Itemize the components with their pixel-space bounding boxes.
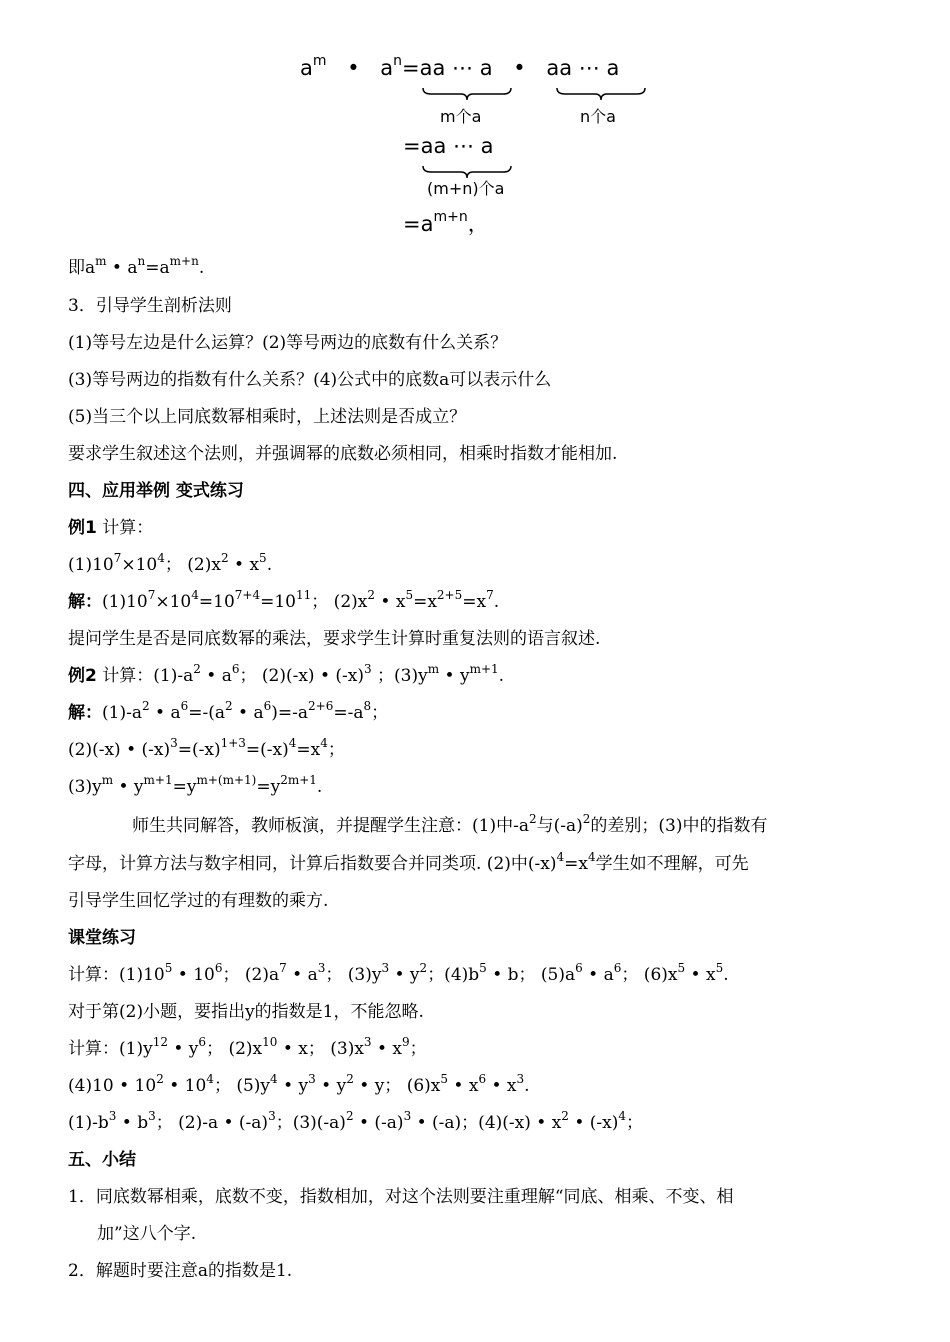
text-run: . <box>524 1076 530 1096</box>
group: =aa ⋯ a <box>403 134 494 158</box>
text-run: • y； (6)x <box>353 1076 441 1096</box>
brace-label-2: n个a <box>580 107 616 126</box>
summary-line-1b: 加”这八个字. <box>97 1224 197 1244</box>
text-run: (1)-a <box>102 703 142 723</box>
section-heading-4: 四、应用举例 变式练习 <box>68 481 244 501</box>
exponent: 4 <box>206 1072 214 1086</box>
text-run: ×10 <box>155 592 192 612</box>
text-run: 计算： <box>96 518 154 538</box>
text-run: • x <box>448 1076 479 1096</box>
exponent: 5 <box>440 1072 449 1086</box>
exponent: 4 <box>556 850 565 864</box>
exponent: 7 <box>279 961 287 975</box>
text-run: • x <box>685 965 716 985</box>
exponent: 5 <box>715 961 724 975</box>
text-run: • x <box>371 1039 402 1059</box>
underbrace-1 <box>421 86 513 102</box>
conclusion-line <box>68 256 204 280</box>
text-run: • 10 <box>163 1076 207 1096</box>
brace-label-1: m个a <box>440 107 482 126</box>
text-run: • y <box>439 666 470 686</box>
text-run: 字母，计算方法与数字相同，计算后指数要合并同类项. (2)中(-x) <box>68 854 557 874</box>
exponent: 2 <box>367 588 375 602</box>
dot: • <box>347 56 360 80</box>
text-run: . <box>723 965 729 985</box>
example-2-solution-2 <box>68 738 345 762</box>
exponent: 5 <box>164 961 173 975</box>
text-run: (1)10 <box>102 592 148 612</box>
text-run: • y <box>277 1076 309 1096</box>
text-run: • x <box>375 592 406 612</box>
text-run: =x <box>564 854 588 874</box>
text-run: . <box>498 666 505 686</box>
practice-line-3 <box>68 1074 530 1098</box>
exponent: 7 <box>486 588 494 602</box>
text-run: • y <box>389 965 420 985</box>
exponent: 2 <box>225 699 233 713</box>
text-run: 计算：(1)10 <box>68 965 165 985</box>
exponent: n <box>393 53 403 69</box>
exponent: 7+4 <box>234 588 261 602</box>
text-run: • x <box>228 555 260 575</box>
text-run: . <box>266 555 273 575</box>
exponent: 3 <box>403 1109 412 1123</box>
exponent: 2 <box>345 1109 354 1123</box>
text-run: =y <box>172 777 197 797</box>
exponent: 2+6 <box>308 699 334 713</box>
underbrace-2 <box>555 86 647 102</box>
exponent: 8 <box>363 699 372 713</box>
text-run: ；(3)y <box>371 666 428 686</box>
exponent: 6 <box>478 1072 487 1086</box>
practice-line-2 <box>68 1037 427 1061</box>
example-2-problems <box>68 664 504 688</box>
section-heading-5: 五、小结 <box>68 1150 136 1170</box>
text-run: 的差别；(3)中的指数有 <box>590 816 768 836</box>
exponent: 3 <box>308 1072 316 1086</box>
exponent: 2 <box>346 1072 354 1086</box>
example-label: 例1 <box>68 518 97 538</box>
exponent: 1+3 <box>220 736 246 750</box>
text-run: • a <box>232 703 264 723</box>
text-run: ； <box>409 1039 427 1059</box>
text-run: (1)-b <box>68 1113 109 1133</box>
text-run: . <box>198 258 205 278</box>
text-run: • (-a) <box>353 1113 404 1133</box>
practice-line-4 <box>68 1111 643 1135</box>
solution-label: 解： <box>68 592 102 612</box>
exponent: 4 <box>587 850 596 864</box>
group: aa ⋯ a <box>546 56 620 80</box>
example-1-solution <box>68 590 499 614</box>
text-run: 计算：(1)y <box>68 1039 153 1059</box>
exponent: 3 <box>108 1109 117 1123</box>
text-run: =x <box>413 592 437 612</box>
text-run: ； (2)(-x) • (-x) <box>239 666 364 686</box>
text-run: ；(3)(-a) <box>275 1113 346 1133</box>
group: =aa ⋯ a <box>402 56 493 80</box>
exponent: 3 <box>268 1109 276 1123</box>
exponent: 12 <box>152 1035 168 1049</box>
requirement-line: 要求学生叙述这个法则，并强调幂的底数必须相同，相乘时指数才能相加. <box>68 444 618 464</box>
exponent: 2 <box>156 1072 164 1086</box>
text-run: 计算：(1)-a <box>96 666 194 686</box>
punct: ， <box>467 212 489 236</box>
text-run: • a <box>582 965 614 985</box>
example-1-problems <box>68 553 272 577</box>
text-run: 师生共同解答，教师板演，并提醒学生注意：(1)中-a <box>132 816 529 836</box>
exponent: 6 <box>214 961 223 975</box>
text-run: =x <box>462 592 487 612</box>
text-run: =-(a <box>188 703 225 723</box>
text-run: ； <box>371 703 389 723</box>
exponent: m+n <box>169 254 199 268</box>
text-run: • y <box>315 1076 347 1096</box>
text-run: ； (3)y <box>325 965 382 985</box>
text-run: • (-x) <box>568 1113 619 1133</box>
text-run: • x <box>486 1076 517 1096</box>
example-label: 例2 <box>68 666 97 686</box>
text-run: • y <box>113 777 144 797</box>
practice-line-1 <box>68 963 729 987</box>
exponent: 3 <box>364 662 372 676</box>
summary-line-1a: 1．同底数幂相乘，底数不变，指数相加，对这个法则要注重理解“同底、相乘、不变、相 <box>68 1187 734 1207</box>
question-line-2: (3)等号两边的指数有什么关系？(4)公式中的底数a可以表示什么 <box>68 370 552 390</box>
text-run: =-a <box>333 703 364 723</box>
question-line-1: (1)等号左边是什么运算？(2)等号两边的底数有什么关系？ <box>68 333 508 353</box>
exponent: 3 <box>170 736 178 750</box>
text-run: ； (2)a <box>222 965 280 985</box>
summary-line-2: 2．解题时要注意a的指数是1. <box>68 1261 293 1281</box>
exponent: m <box>101 773 114 787</box>
text-run: ； <box>327 740 345 760</box>
text-run: (2)(-x) • (-x) <box>68 740 171 760</box>
text-run: 学生如不理解，可先 <box>595 854 749 874</box>
exponent: n <box>137 254 146 268</box>
exponent: 6 <box>180 699 189 713</box>
exponent: 6 <box>231 662 240 676</box>
exponent: 5 <box>405 588 414 602</box>
exponent: 5 <box>479 961 487 975</box>
text-run: • y <box>167 1039 199 1059</box>
exponent: 2 <box>419 961 428 975</box>
derivation-row-2 <box>403 134 494 158</box>
text-run: • a <box>200 666 232 686</box>
brace-label-3: (m+n)个a <box>427 179 505 198</box>
exponent: 3 <box>148 1109 156 1123</box>
text-run: • a <box>286 965 318 985</box>
term: =a <box>403 212 434 236</box>
text-run: ；(4)b <box>427 965 480 985</box>
text-run: ； <box>626 1113 643 1133</box>
text-run: )=-a <box>271 703 309 723</box>
term: a <box>300 56 313 80</box>
exponent: 2 <box>528 812 537 826</box>
text-run: =10 <box>198 592 235 612</box>
exponent: m <box>95 254 107 268</box>
exponent: m <box>312 53 327 69</box>
derivation-row-1 <box>300 53 620 80</box>
term: a <box>380 56 394 80</box>
exponent: 10 <box>262 1035 278 1049</box>
exponent: 6 <box>263 699 272 713</box>
exponent: 11 <box>296 588 312 602</box>
exponent: m+n <box>433 209 468 225</box>
text-run: • b <box>116 1113 149 1133</box>
exponent: 2 <box>220 551 229 565</box>
text-run: ； (6)x <box>621 965 678 985</box>
text-run: 与(-a) <box>536 816 583 836</box>
text-run: • a <box>106 258 138 278</box>
text-run: • b； (5)a <box>486 965 576 985</box>
exponent: 4 <box>191 588 199 602</box>
note-paragraph-line-3: 引导学生回忆学过的有理数的乘方. <box>68 891 329 911</box>
exponent: 3 <box>381 961 390 975</box>
text-run: • (-a)；(4)(-x) • x <box>411 1113 562 1133</box>
exponent: 2 <box>561 1109 569 1123</box>
section-item-3: 3．引导学生剖析法则 <box>68 296 232 316</box>
text-run: • x； (3)x <box>277 1039 364 1059</box>
text-run: (4)10 • 10 <box>68 1076 157 1096</box>
note-y-line: 对于第(2)小题，要指出y的指数是1，不能忽略. <box>68 1002 424 1022</box>
note-paragraph-line-2 <box>68 852 749 876</box>
exponent: 4 <box>288 736 297 750</box>
note-paragraph-line-1 <box>132 814 768 838</box>
dot: • <box>513 56 526 80</box>
exponent: 2 <box>141 699 150 713</box>
exponent: 2+5 <box>436 588 463 602</box>
text-run: ×10 <box>121 555 158 575</box>
text-run: 即a <box>68 258 96 278</box>
text-run: • a <box>149 703 181 723</box>
text-run: (3)y <box>68 777 102 797</box>
exponent: m+1 <box>143 773 173 787</box>
example-1-heading <box>68 516 153 540</box>
exponent: 4 <box>157 551 165 565</box>
exponent: 4 <box>320 736 328 750</box>
exponent: 9 <box>402 1035 410 1049</box>
text-run: =x <box>296 740 321 760</box>
exponent: m <box>427 662 440 676</box>
exponent: 4 <box>618 1109 626 1123</box>
text-run: ； (2)x <box>311 592 368 612</box>
text-run: =(-x) <box>245 740 289 760</box>
text-run: . <box>316 777 323 797</box>
exponent: 5 <box>677 961 686 975</box>
exponent: m+(m+1) <box>196 773 257 787</box>
exponent: 3 <box>317 961 326 975</box>
text-run: =a <box>145 258 170 278</box>
text-run: =(-x) <box>177 740 221 760</box>
example-2-solution-1 <box>68 701 388 725</box>
exponent: 2 <box>582 812 591 826</box>
text-run: =10 <box>260 592 296 612</box>
exponent: 6 <box>198 1035 207 1049</box>
exponent: 6 <box>575 961 583 975</box>
exponent: 6 <box>613 961 622 975</box>
text-run: ； (2)-a • (-a) <box>155 1113 269 1133</box>
text-run: • 10 <box>172 965 215 985</box>
text-run: =y <box>256 777 281 797</box>
derivation-row-3 <box>403 208 489 238</box>
exponent: 3 <box>516 1072 525 1086</box>
exponent: 7 <box>113 551 122 565</box>
exponent: 3 <box>363 1035 372 1049</box>
exponent: m+1 <box>469 662 499 676</box>
text-run: ； (2)x <box>164 555 221 575</box>
class-practice-heading: 课堂练习 <box>68 928 136 948</box>
text-run: (1)10 <box>68 555 114 575</box>
exponent: 7 <box>147 588 156 602</box>
exponent: 2 <box>193 662 201 676</box>
exponent: 4 <box>270 1072 278 1086</box>
ask-line: 提问学生是否是同底数幂的乘法，要求学生计算时重复法则的语言叙述. <box>68 629 601 649</box>
exponent: 2m+1 <box>280 773 317 787</box>
text-run: ； (2)x <box>206 1039 263 1059</box>
exponent: 5 <box>259 551 267 565</box>
text-run: ； (5)y <box>213 1076 271 1096</box>
text-run: . <box>493 592 500 612</box>
solution-label: 解： <box>68 703 102 723</box>
question-line-3: (5)当三个以上同底数幂相乘时，上述法则是否成立？ <box>68 407 467 427</box>
example-2-solution-3 <box>68 775 322 799</box>
